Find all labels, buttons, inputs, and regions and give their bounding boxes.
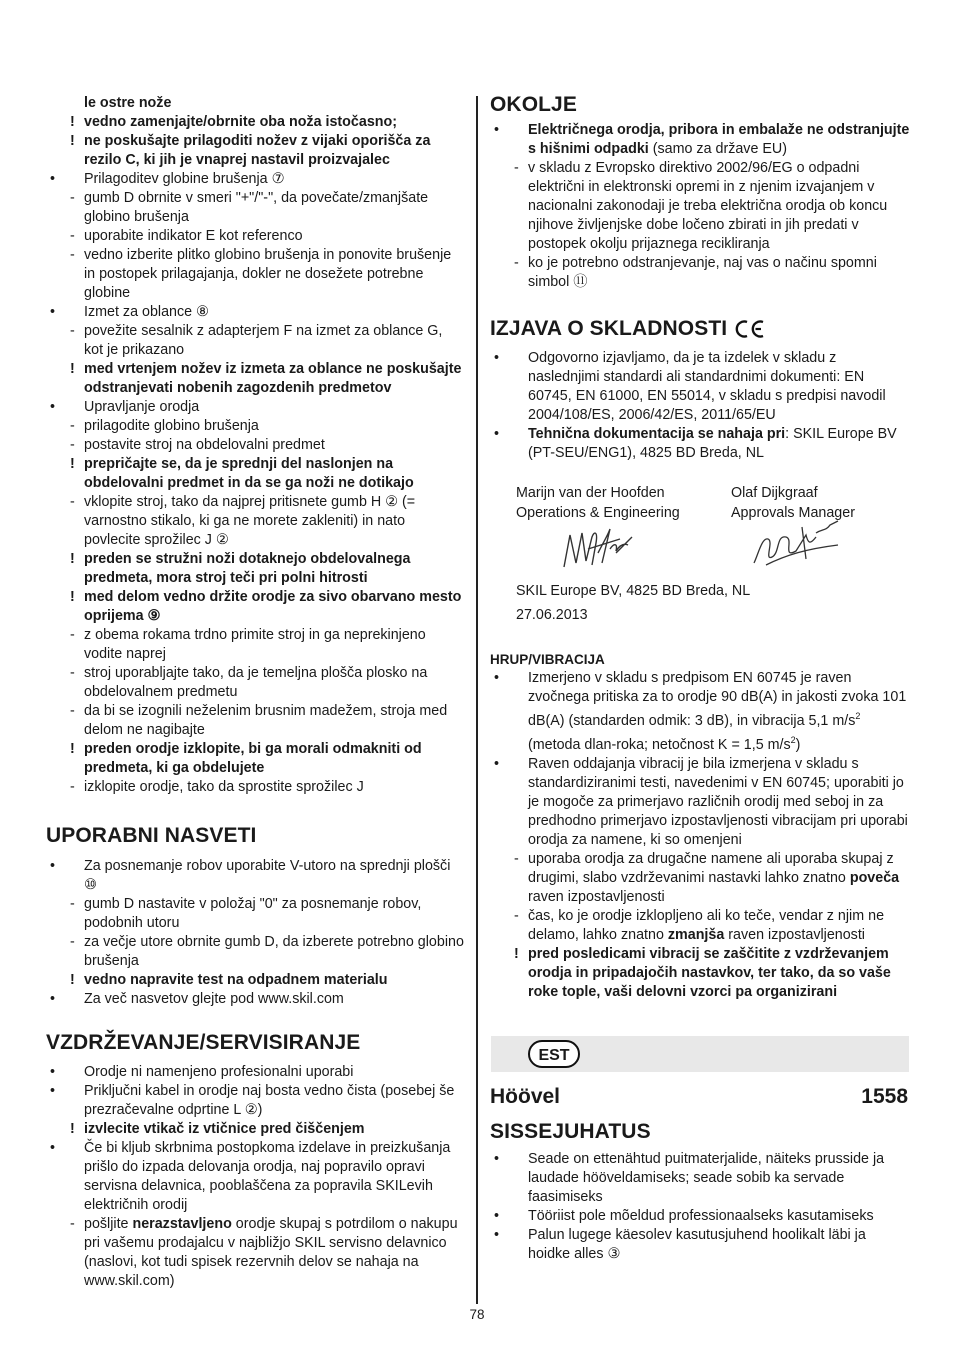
list-item	[46, 189, 464, 227]
bullet: •	[494, 122, 500, 138]
warning-item	[46, 113, 464, 132]
bullet: •	[494, 1227, 500, 1243]
bullet: •	[494, 1151, 500, 1167]
list-item	[46, 626, 464, 664]
list-item	[46, 436, 464, 455]
item-text: povežite sesalnik z adapterjem F na izmet za oblance G, kot je prikazano	[84, 323, 443, 358]
warning-mark: !	[70, 133, 75, 149]
warning-item	[46, 455, 464, 493]
item-text: gumb D nastavite v položaj "0" za posnemanje robov, podobnih utoru	[84, 896, 422, 931]
list-item	[490, 254, 910, 292]
item-text: izklopite orodje, tako da sprostite sprožilec J	[84, 779, 364, 795]
dash: -	[70, 665, 75, 681]
bullet: •	[50, 991, 56, 1007]
item-text: vedno napravite test na odpadnem materialu	[84, 972, 388, 988]
list-item	[46, 1082, 464, 1120]
warning-mark: !	[70, 361, 75, 377]
item-text: Seade on ettenähtud puitmaterjalide, näiteks prusside ja laudade hööveldamiseks; seade sobib ka servade faasimiseks	[528, 1151, 885, 1205]
warning-item	[46, 740, 464, 778]
list-item	[46, 1215, 464, 1291]
dash: -	[514, 160, 519, 176]
warning-mark: !	[70, 972, 75, 988]
item-text: med delom vedno držite orodje za sivo obarvano mesto oprijema ⑨	[84, 589, 462, 624]
heading-izjava: IZJAVA O SKLADNOSTI	[490, 316, 910, 342]
bullet: •	[50, 1140, 56, 1156]
bullet: •	[50, 1064, 56, 1080]
item-text: gumb D obrnite v smeri "+"/"-", da povečate/zmanjšate globino brušenja	[84, 190, 429, 225]
item-text: vedno izberite plitko globino brušenja in ponovite brušenje in postopek prilagajanja, dokler ne dosežete potrebne globine	[84, 247, 452, 301]
list-item	[46, 664, 464, 702]
item-text: stroj uporabljajte tako, da je temeljna plošča plosko na obdelovalnem predmetu	[84, 665, 428, 700]
list-item	[46, 246, 464, 303]
declaration-date: 27.06.2013	[516, 607, 588, 623]
product-title	[490, 1084, 908, 1110]
list-item: - uporaba orodja za drugačne namene ali uporaba skupaj z drugimi, slabo vzdrževanimi nastavki lahko znatno poveča raven izpostavljenosti	[514, 850, 900, 905]
item-text: Tööriist pole mõeldud professionaalseks kasutamiseks	[528, 1208, 874, 1224]
item-text: Izmet za oblance ⑧	[84, 304, 209, 320]
item-text: pošljite nerazstavljeno orodje skupaj s potrdilom o nakupu pri vašemu prodajalcu v najbližjo SKIL servisno delavnico (naslovi, kot tudi spisek rezervnih delov se nahaja na www.skil.com)	[84, 1216, 458, 1289]
list-item: • Tehnična dokumentacija se nahaja pri: SKIL Europe BV (PT-SEU/ENG1), 4825 BD Breda, NL	[494, 426, 897, 461]
heading-uporabni-nasveti: UPORABNI NASVETI	[46, 824, 257, 847]
heading-hrup: HRUP/VIBRACIJA	[490, 652, 605, 667]
item-text: ko je potrebno odstranjevanje, naj vas o načinu spomni simbol ⑪	[528, 255, 877, 290]
list-item	[490, 1150, 908, 1207]
item-text: da bi se izognili neželenim brusnim madežem, stroja med delom ne nagibajte	[84, 703, 448, 738]
heading-sissejuhatus: SISSEJUHATUS	[490, 1120, 651, 1143]
environment-list	[490, 159, 910, 292]
list-item	[46, 303, 464, 322]
item-text: Prilagoditev globine brušenja ⑦	[84, 171, 285, 187]
list-item	[46, 94, 464, 113]
item-text: preden orodje izklopite, bi ga morali odmakniti od predmeta, ki ga obdelujete	[84, 741, 422, 776]
warning-mark: !	[70, 1121, 75, 1137]
list-item	[46, 227, 464, 246]
list-item	[46, 493, 464, 550]
company-address: SKIL Europe BV, 4825 BD Breda, NL	[516, 583, 751, 599]
dash: -	[70, 494, 75, 510]
product-number: 1558	[861, 1085, 908, 1108]
item-text: vedno zamenjajte/obrnite oba noža istočasno;	[84, 114, 397, 130]
heading-vzdrzevanje: VZDRŽEVANJE/SERVISIRANJE	[46, 1031, 361, 1054]
item-text: v skladu z Evropsko direktivo 2002/96/EG o odpadni električni in elektronski opremi in z njenim izvajanjem v nacionalni zakonodaji je treba električna orodja ob koncu njihove življenjske dobe ločeno zbirati in jih predati v postopek okolju prijaznega recikliranja	[528, 160, 888, 252]
dash: -	[70, 896, 75, 912]
maintenance-list	[46, 1063, 464, 1291]
item-text: Priključni kabel in orodje naj bosta vedno čista (posebej še prezračevalne odprtine L ②)	[84, 1083, 455, 1118]
dash: -	[70, 703, 75, 719]
dash: -	[70, 779, 75, 795]
list-item: • Raven oddajanja vibracij je bila izmerjena v skladu s standardiziranimi testi, navedenimi v EN 60745; uporabiti jo je mogoče za primerjavo različnih orodij med seboj in za predhodno primerjavo izpostavljenosti vibracijam pri uporabi orodja za namene, ki so omenjeni	[494, 755, 908, 848]
dash: -	[70, 323, 75, 339]
item-text: Za več nasvetov glejte pod www.skil.com	[84, 991, 344, 1007]
item-text: ne poskušajte prilagoditi nožev z vijaki oporišča za rezilo C, ki jih je vnaprej nastavil proizvajalec	[84, 133, 431, 168]
warning-item: ! pred posledicami vibracij se zaščitite z vzdrževanjem orodja in pripadajočih nastavkov, ter tako, da so vaše roke tople, vaši delovni vzorci pa organizirani	[514, 945, 891, 1000]
warning-item	[46, 132, 464, 170]
right-column	[490, 94, 910, 1002]
warning-mark: !	[70, 741, 75, 757]
list-item: • Odgovorno izjavljamo, da je ta izdelek v skladu z naslednjimi standardi ali standardnimi dokumenti: EN 60745, EN 61000, EN 55014, v skladu s predpisi navodil 2004/108/ES, 2006/42/ES, 2011/65/EU	[494, 350, 886, 423]
bullet: •	[50, 171, 56, 187]
dash: -	[70, 228, 75, 244]
item-text: le ostre nože	[84, 95, 172, 111]
dash: -	[70, 437, 75, 453]
estonian-section	[490, 1084, 908, 1264]
list-item	[46, 1063, 464, 1082]
item-text: med vrtenjem nožev iz izmeta za oblance ne poskušajte odstranjevati nobenih zagozdenih predmetov	[84, 361, 462, 396]
list-item	[46, 990, 464, 1009]
bullet: •	[494, 755, 500, 772]
dash: -	[70, 190, 75, 206]
signature-2-image	[746, 515, 846, 575]
item-text: izvlecite vtikač iz vtičnice pred čiščenjem	[84, 1121, 365, 1137]
bullet: •	[494, 350, 500, 366]
dash: -	[70, 418, 75, 434]
warning-item	[46, 1120, 464, 1139]
item-text: Če bi kljub skrbnima postopkoma izdelave in preizkušanja prišlo do izpada delovanja orodja, naj popravilo opravi servisna delavnica, pooblaščena za popravila SKILevih električnih orodij	[84, 1140, 451, 1213]
heading-okolje: OKOLJE	[490, 93, 577, 116]
item-text: uporabite indikator E kot referenco	[84, 228, 303, 244]
item-text: Palun lugege käesolev kasutusjuhend hoolikalt läbi ja hoidke alles ③	[528, 1227, 866, 1262]
column-divider	[476, 96, 478, 1304]
list-item	[46, 1139, 464, 1215]
warning-mark: !	[70, 589, 75, 605]
item-text: z obema rokama trdno primite stroj in ga neprekinjeno vodite naprej	[84, 627, 426, 662]
list-item	[46, 895, 464, 933]
ce-mark-icon	[735, 319, 767, 339]
list-item	[46, 702, 464, 740]
warning-item	[46, 360, 464, 398]
list-item	[46, 322, 464, 360]
left-column	[46, 94, 464, 1291]
bullet: •	[494, 1208, 500, 1224]
warning-item	[46, 550, 464, 588]
dash: -	[70, 1216, 75, 1232]
bullet: •	[494, 670, 500, 686]
signature-block	[490, 475, 910, 641]
list-item	[46, 417, 464, 436]
product-name: Höövel	[490, 1085, 561, 1108]
dash: -	[514, 255, 519, 271]
list-item	[490, 1226, 908, 1264]
warning-mark: !	[70, 551, 75, 567]
dash: -	[514, 907, 519, 924]
bullet: •	[50, 858, 56, 874]
page-number: 78	[469, 1307, 485, 1322]
introduction-list	[490, 1150, 908, 1264]
list-item	[490, 159, 910, 254]
list-item: • Električnega orodja, pribora in embalaže ne odstranjujte s hišnimi odpadki (samo za države EU)	[494, 122, 910, 157]
item-text: Upravljanje orodja	[84, 399, 200, 415]
warning-mark: !	[70, 456, 75, 472]
emphasis: nerazstavljeno	[132, 1216, 232, 1232]
bullet: •	[494, 426, 500, 442]
language-badge: EST	[528, 1040, 580, 1068]
dash: -	[514, 850, 519, 867]
list-item: - čas, ko je orodje izklopljeno ali ko teče, vendar z njim ne delamo, lahko znatno zmanjša raven izpostavljenosti	[514, 907, 885, 943]
signatory-2: Olaf Dijkgraaf Approvals Manager	[731, 485, 855, 521]
list-item: • Izmerjeno v skladu s predpisom EN 60745 je raven zvočnega pritiska za to orodje 90 dB(A) in jakosti zvoka 101 dB(A) (standarden odmik: 3 dB), in vibracija 5,1 $m/s^2$ (metoda dlan-roka; netočnost K = 1,5 $m/s^2$)	[494, 670, 907, 753]
item-text: postavite stroj na obdelovalni predmet	[84, 437, 325, 453]
bullet: •	[50, 399, 56, 415]
bullet: •	[50, 1083, 56, 1099]
list-item	[46, 857, 464, 895]
tips-list	[46, 857, 464, 1009]
warning-mark: !	[70, 114, 75, 130]
item-text: Za posnemanje robov uporabite V-utoro na sprednji plošči ⑩	[84, 858, 451, 893]
dash: -	[70, 247, 75, 263]
signature-1-image	[558, 523, 638, 573]
item-text: preden se stružni noži dotaknejo obdelovalnega predmeta, mora stroj teči pri polni hitrosti	[84, 551, 411, 586]
list-item	[490, 1207, 908, 1226]
item-text: vklopite stroj, tako da najprej pritisnete gumb H ② (= varnostno stikalo, ki ga ne morete zakleniti) in nato povlecite sprožilec J ②	[84, 494, 416, 548]
signatory-1: Marijn van der Hoofden Operations & Engineering	[516, 485, 680, 521]
list-item	[46, 170, 464, 189]
bullet: •	[50, 304, 56, 320]
item-text: prilagodite globino brušenja	[84, 418, 259, 434]
warning-mark: !	[514, 945, 519, 962]
dash: -	[70, 934, 75, 950]
dash: -	[70, 627, 75, 643]
item-text: prepričajte se, da je sprednji del naslonjen na obdelovalni predmet in da se ga noži ne dotikajo	[84, 456, 414, 491]
warning-item	[46, 971, 464, 990]
item-text: za večje utore obrnite gumb D, da izberete potrebno globino brušenja	[84, 934, 464, 969]
usage-instructions	[46, 94, 464, 797]
warning-item	[46, 588, 464, 626]
list-item	[46, 933, 464, 971]
list-item	[46, 398, 464, 417]
list-item	[46, 778, 464, 797]
item-text: Orodje ni namenjeno profesionalni uporabi	[84, 1064, 354, 1080]
